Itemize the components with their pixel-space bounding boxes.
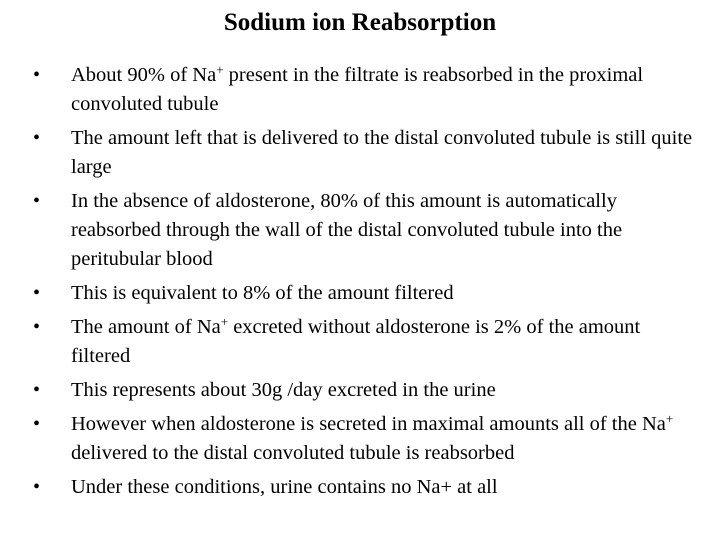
bullet-dot-icon: • — [33, 127, 41, 149]
bullet-item — [0, 61, 700, 119]
bullet-item — [0, 187, 700, 274]
bullet-dot-icon: • — [33, 379, 41, 401]
bullet-text: The amount of Na — [71, 316, 221, 338]
superscript-charge: + — [216, 62, 224, 77]
bullet-text-cont: delivered to the distal convoluted tubule is reabsorbed — [71, 442, 515, 464]
bullet-text: About 90% of Na — [71, 64, 217, 86]
bullet-dot-icon: • — [33, 64, 41, 86]
superscript-charge: + — [665, 411, 674, 426]
bullet-text: Under these conditions, urine contains no Na+ at all — [71, 476, 498, 498]
bullet-text: In the absence of aldosterone, 80% of this amount is automatically reabsorbed through the wall of the distal convoluted tubule into the peritubular blood — [71, 190, 623, 270]
superscript-charge: + — [220, 314, 229, 329]
bullet-text-cont: excreted without aldosterone is 2% of the amount filtered — [71, 316, 641, 367]
bullet-text: However when aldosterone is secreted in maximal amounts all of the Na — [71, 413, 666, 435]
bullet-item — [0, 124, 700, 182]
bullet-item — [0, 473, 700, 502]
bullet-item — [0, 410, 700, 468]
bullet-item — [0, 279, 700, 308]
bullet-list — [0, 61, 700, 507]
bullet-text: The amount left that is delivered to the distal convoluted tubule is still quite large — [71, 127, 693, 178]
bullet-dot-icon: • — [33, 316, 41, 338]
slide-title: Sodium ion Reabsorption — [223, 9, 497, 36]
bullet-item — [0, 376, 700, 405]
bullet-dot-icon: • — [33, 413, 41, 435]
bullet-dot-icon: • — [33, 282, 41, 304]
bullet-item — [0, 313, 700, 371]
bullet-dot-icon: • — [33, 476, 41, 498]
bullet-text-cont: present in the filtrate is reabsorbed in the proximal convoluted tubule — [71, 64, 644, 115]
bullet-dot-icon: • — [33, 190, 41, 212]
bullet-text: This represents about 30g /day excreted in the urine — [71, 379, 496, 401]
bullet-text: This is equivalent to 8% of the amount filtered — [71, 282, 454, 304]
